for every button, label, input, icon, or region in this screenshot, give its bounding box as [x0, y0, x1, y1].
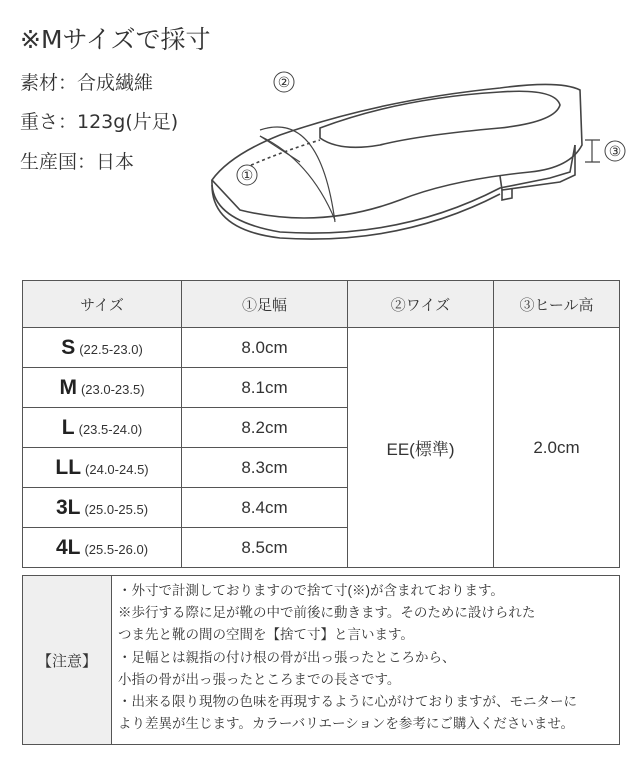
note-line: ・足幅とは親指の付け根の骨が出っ張ったところから、	[118, 649, 456, 665]
spec-weight: 重さ：123g(片足)	[20, 111, 179, 133]
size-label: S	[61, 335, 76, 359]
label-1: ①	[240, 168, 254, 184]
size-label: L	[61, 415, 75, 439]
notes-label: 【注意】	[23, 576, 112, 745]
notes-box	[22, 575, 620, 745]
page-title: ※Mサイズで採寸	[20, 25, 211, 54]
shoe-measurement-diagram	[200, 60, 640, 250]
measurement-arrows	[260, 127, 600, 222]
header-size: サイズ	[23, 281, 182, 328]
foot-width-value: 8.4cm	[182, 488, 348, 528]
size-range: (25.5-26.0)	[84, 541, 149, 557]
size-range: (22.5-23.0)	[79, 341, 143, 357]
note-line: ・出来る限り現物の色味を再現するように心がけておりますが、モニターに	[118, 694, 577, 710]
size-table	[22, 280, 620, 568]
heel-height-value: 2.0cm	[494, 328, 620, 568]
spec-origin: 生産国：日本	[20, 151, 135, 173]
note-line: ※歩行する際に足が靴の中で前後に動きます。そのために設けられた	[118, 605, 536, 621]
notes-body	[112, 576, 620, 745]
wise-value: EE(標準)	[348, 328, 494, 568]
size-range: (24.0-24.5)	[85, 461, 149, 477]
shoe-outline	[212, 84, 582, 239]
note-line: つま先と靴の間の空間を【捨て寸】と言います。	[118, 627, 414, 643]
foot-width-value: 8.0cm	[182, 328, 348, 368]
foot-width-value: 8.1cm	[182, 368, 348, 408]
note-line: 小指の骨が出っ張ったところまでの長さです。	[118, 671, 401, 687]
table-row	[23, 328, 620, 368]
header-wise: ②ワイズ	[348, 281, 494, 328]
size-range: (25.0-25.5)	[84, 501, 149, 517]
size-range: (23.0-23.5)	[80, 381, 145, 397]
note-line: ・外寸で計測しておりますので捨て寸(※)が含まれております。	[118, 583, 504, 598]
foot-width-value: 8.3cm	[182, 448, 348, 488]
size-range: (23.5-24.0)	[78, 421, 143, 437]
note-line: より差異が生じます。カラーバリエーションを参考にご購入くださいませ。	[118, 716, 575, 732]
label-3: ③	[608, 144, 622, 160]
size-label: M	[59, 375, 77, 399]
foot-width-value: 8.5cm	[182, 528, 348, 568]
size-label: 3L	[55, 495, 81, 519]
header-heel-height: ③ヒール高	[494, 281, 620, 328]
size-label: 4L	[55, 535, 81, 559]
header-foot-width: ①足幅	[182, 281, 348, 328]
foot-width-value: 8.2cm	[182, 408, 348, 448]
size-table-header	[23, 281, 620, 328]
spec-material: 素材：合成繊維	[20, 72, 154, 94]
measurement-labels	[237, 72, 625, 185]
label-2: ②	[277, 75, 291, 91]
size-label: LL	[55, 455, 82, 479]
